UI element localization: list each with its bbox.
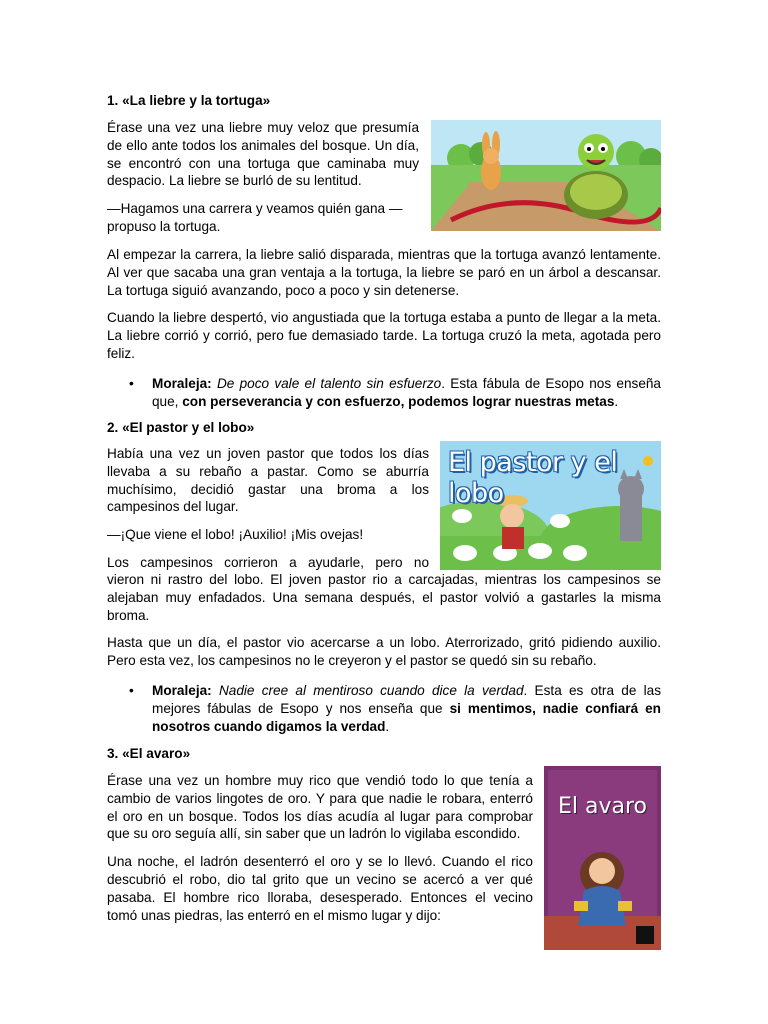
fable-1-paragraph-4: Cuando la liebre despertó, vio angustiada que la tortuga estaba a punto de llegar a la meta. La liebre corrió y corrió, pero fue demasiado tarde. La tortuga cruzó la meta, agotada pero feliz. (107, 310, 661, 361)
fable-1-moral-bold: con perseverancia y con esfuerzo, podemos lograr nuestras metas (182, 393, 615, 409)
fable-2-moral-mid: . Esta es otra de las mejores fábulas de Esopo y nos enseña que (152, 682, 661, 716)
fable-2 (107, 419, 661, 437)
hare-tortoise-illustration (431, 120, 661, 231)
fable-2-body (107, 571, 661, 735)
fable-2-moral-label: Moraleja: (152, 682, 212, 698)
fable-1-moral-mid: . Esta fábula de Esopo nos enseña que, (152, 375, 661, 409)
fable-2-paragraph-3b: vieron ni rastro del lobo. El joven pastor rio a carcajadas, mientras los campesinos se alejaban muy enfadados. Una semana después, el pastor volvió a gastarles la misma broma. (107, 572, 661, 623)
fable-1-title: 1. «La liebre y la tortuga» (107, 93, 271, 108)
fable-1-paragraph-3: Al empezar la carrera, la liebre salió disparada, mientras que la tortuga avanzó lentamente. Al ver que sacaba una gran ventaja a la tortuga, la liebre se paró en un árbol a descansar. La tortuga siguió avanzando, poco a poco y sin detenerse. (107, 247, 661, 298)
fable-1-moral-italic: De poco vale el talento sin esfuerzo (216, 375, 442, 391)
fable-3-paragraph-2: Una noche, el ladrón desenterró el oro y se lo llevó. Cuando el rico descubrió el robo, dio tal grito que un vecino se acercó a ver qué pasaba. El hombre rico lloraba, desesperado. Entonces el vecino tomó unas piedras, las enterró en el mismo lugar y dijo: (107, 854, 533, 923)
fable-2-moral-bold: si mentimos, nadie confiará en nosotros cuando digamos la verdad (152, 700, 661, 734)
fable-3-title: 3. «El avaro» (107, 746, 191, 761)
fable-1-moral (107, 375, 661, 411)
fable-3 (107, 745, 661, 763)
fable-2-paragraph-1: Había una vez un joven pastor que todos los días llevaba a su rebaño a pastar. Como se aburría muchísimo, decidió gastar una broma a los campesinos del lugar. (107, 446, 429, 515)
fable-2-moral-end: . (385, 718, 390, 734)
fable-2-intro (107, 445, 429, 572)
fable-2-moral-italic: Nadie cree al mentiroso cuando dice la verdad (218, 682, 524, 698)
fable-2-paragraph-4: Hasta que un día, el pastor vio acercarse a un lobo. Aterrorizado, gritó pidiendo auxilio. Pero esta vez, los campesinos no le creyeron y el pastor se quedó sin su rebaño. (107, 635, 661, 669)
fable-2-paragraph-3a: Los campesinos corrieron a ayudarle, pero no (107, 554, 429, 570)
shepherd-wolf-image-title: El pastor y el lobo (448, 447, 618, 509)
fable-1-paragraph-2: —Hagamos una carrera y veamos quién gana —propuso la tortuga. (107, 201, 403, 234)
fable-3-body (107, 772, 533, 924)
fable-1-body (107, 246, 661, 410)
fable-1-moral-label: Moraleja: (152, 375, 212, 391)
shepherd-wolf-illustration (440, 441, 661, 570)
fable-2-paragraph-2: —¡Que viene el lobo! ¡Auxilio! ¡Mis ovejas! (107, 527, 364, 543)
fable-2-title: 2. «El pastor y el lobo» (107, 420, 255, 435)
fable-1-paragraph-1: Érase una vez una liebre muy veloz que presumía de ello ante todos los animales del bosque. Un día, se encontró con una tortuga que caminaba muy despacio. La liebre se burló de su lentitud. (107, 120, 419, 189)
fable-1 (107, 92, 661, 110)
avaro-cover-title: El avaro (557, 794, 647, 819)
fable-1-intro (107, 119, 419, 236)
fable-3-paragraph-1: Érase una vez un hombre muy rico que vendió todo lo que tenía a cambio de varios lingotes de oro. Y para que nadie le robara, enterró el oro en un bosque. Todos los días acudía al lugar para comprobar que su oro seguía allí, sin saber que un ladrón lo vigilaba escondido. (107, 773, 533, 842)
fable-2-moral (107, 682, 661, 735)
avaro-book-cover (544, 766, 661, 950)
fable-1-moral-end: . (614, 393, 619, 409)
